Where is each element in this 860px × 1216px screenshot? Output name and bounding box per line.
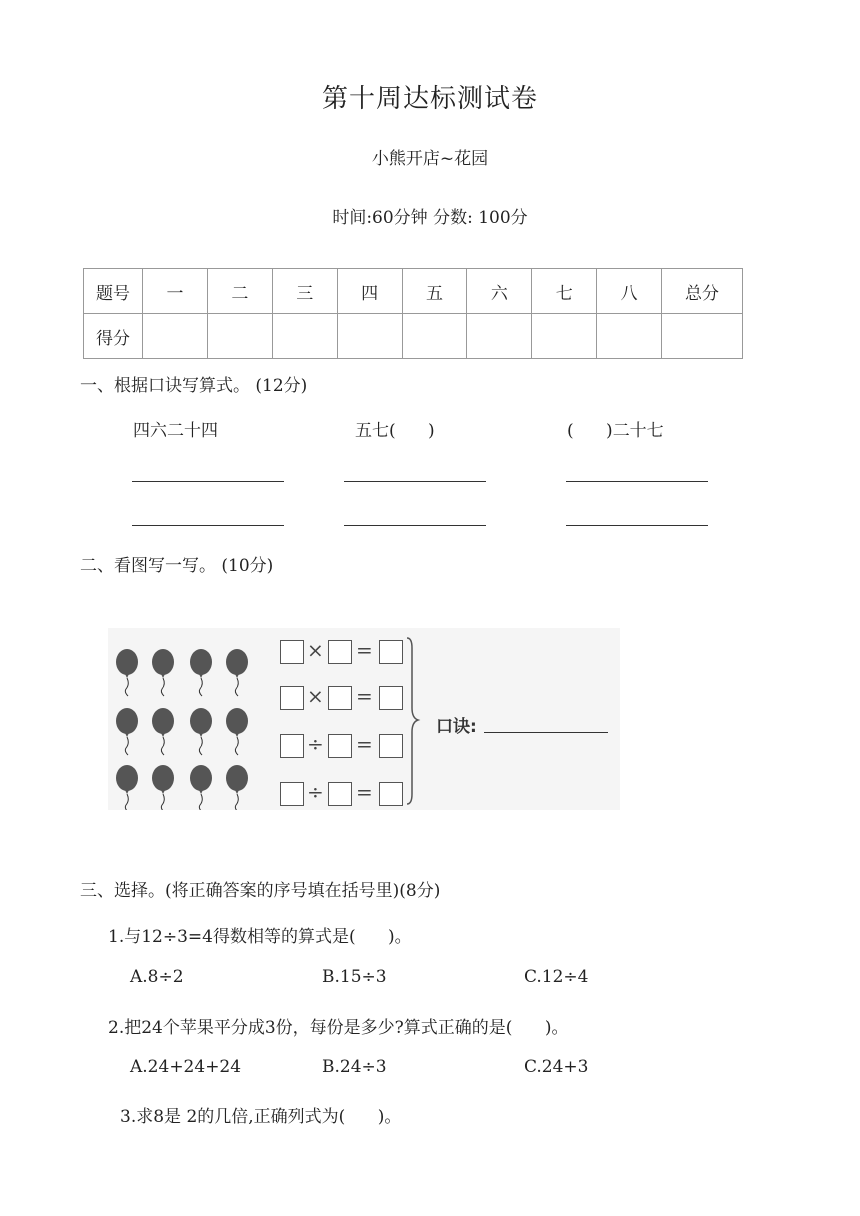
score-cell: 题号 xyxy=(84,269,143,314)
option-c[interactable]: C.12÷4 xyxy=(524,967,589,987)
operator-symbol: ÷ xyxy=(307,732,324,756)
koujue-item: 四六二十四 xyxy=(133,421,218,441)
balloon-icon xyxy=(190,765,212,810)
operator-symbol: = xyxy=(356,732,373,756)
score-cell: 四 xyxy=(337,269,402,314)
balloon-icon xyxy=(226,708,248,755)
score-input-cell[interactable] xyxy=(337,314,402,359)
answer-line[interactable] xyxy=(132,481,284,482)
score-table-score-row xyxy=(84,314,743,359)
balloon-icon xyxy=(190,649,212,696)
operator-symbol: × xyxy=(307,684,324,708)
koujue-item: 五七( ) xyxy=(355,421,435,441)
answer-line[interactable] xyxy=(344,525,486,526)
score-table-header-row xyxy=(84,269,743,314)
balloon-icon xyxy=(116,765,138,810)
score-table xyxy=(83,268,743,359)
operator-symbol: = xyxy=(356,780,373,804)
operator-symbol: = xyxy=(356,684,373,708)
answer-box[interactable] xyxy=(280,782,304,806)
option-b[interactable]: B.24÷3 xyxy=(322,1057,387,1077)
balloon-icon xyxy=(116,708,138,755)
answer-box[interactable] xyxy=(280,734,304,758)
answer-box[interactable] xyxy=(379,734,403,758)
balloon-icon xyxy=(152,765,174,810)
score-cell: 七 xyxy=(532,269,597,314)
section-2-heading: 二、看图写一写。 (10分) xyxy=(80,556,274,576)
answer-box[interactable] xyxy=(379,782,403,806)
score-input-cell[interactable] xyxy=(207,314,272,359)
score-cell: 得分 xyxy=(84,314,143,359)
question-2: 2.把24个苹果平分成3份，每份是多少?算式正确的是( )。 xyxy=(108,1018,569,1038)
score-cell: 一 xyxy=(143,269,208,314)
answer-box[interactable] xyxy=(280,686,304,710)
score-input-cell[interactable] xyxy=(662,314,743,359)
answer-box[interactable] xyxy=(328,640,352,664)
exam-meta: 时间:60分钟 分数: 100分 xyxy=(332,208,528,228)
page-title: 第十周达标测试卷 xyxy=(321,84,538,114)
question-3: 3.求8是 2的几倍,正确列式为( )。 xyxy=(120,1107,402,1127)
balloon-grid xyxy=(108,628,278,810)
score-input-cell[interactable] xyxy=(467,314,532,359)
question-1: 1.与12÷3=4得数相等的算式是( )。 xyxy=(108,927,412,947)
answer-line[interactable] xyxy=(566,481,708,482)
page-subtitle: 小熊开店~花园 xyxy=(371,149,489,169)
score-input-cell[interactable] xyxy=(532,314,597,359)
option-a[interactable]: A.24+24+24 xyxy=(130,1057,242,1077)
option-b[interactable]: B.15÷3 xyxy=(322,967,387,987)
balloon-figure xyxy=(108,628,620,810)
koujue-answer-line[interactable] xyxy=(484,732,608,733)
score-input-cell[interactable] xyxy=(597,314,662,359)
score-input-cell[interactable] xyxy=(402,314,467,359)
answer-box[interactable] xyxy=(328,686,352,710)
balloon-icon xyxy=(226,649,248,696)
answer-box[interactable] xyxy=(379,686,403,710)
balloon-icon xyxy=(152,708,174,755)
score-cell: 总分 xyxy=(662,269,743,314)
score-cell: 六 xyxy=(467,269,532,314)
answer-line[interactable] xyxy=(132,525,284,526)
option-c[interactable]: C.24+3 xyxy=(524,1057,589,1077)
answer-line[interactable] xyxy=(344,481,486,482)
balloon-icon xyxy=(152,649,174,696)
operator-symbol: ÷ xyxy=(307,780,324,804)
answer-box[interactable] xyxy=(280,640,304,664)
answer-box[interactable] xyxy=(328,734,352,758)
balloon-icon xyxy=(190,708,212,755)
answer-box[interactable] xyxy=(328,782,352,806)
answer-box[interactable] xyxy=(379,640,403,664)
operator-symbol: × xyxy=(307,638,324,662)
balloon-icon xyxy=(116,649,138,696)
score-cell: 三 xyxy=(272,269,337,314)
score-input-cell[interactable] xyxy=(272,314,337,359)
score-cell: 二 xyxy=(207,269,272,314)
koujue-label: 口诀: xyxy=(436,717,477,737)
score-input-cell[interactable] xyxy=(143,314,208,359)
score-cell: 八 xyxy=(597,269,662,314)
answer-line[interactable] xyxy=(566,525,708,526)
operator-symbol: = xyxy=(356,638,373,662)
section-1-heading: 一、根据口诀写算式。 (12分) xyxy=(80,376,308,396)
option-a[interactable]: A.8÷2 xyxy=(130,967,184,987)
score-cell: 五 xyxy=(402,269,467,314)
koujue-item: ( )二十七 xyxy=(567,421,664,441)
curly-brace-icon xyxy=(404,628,424,810)
section-3-heading: 三、选择。(将正确答案的序号填在括号里)(8分) xyxy=(80,881,441,901)
balloon-icon xyxy=(226,765,248,810)
